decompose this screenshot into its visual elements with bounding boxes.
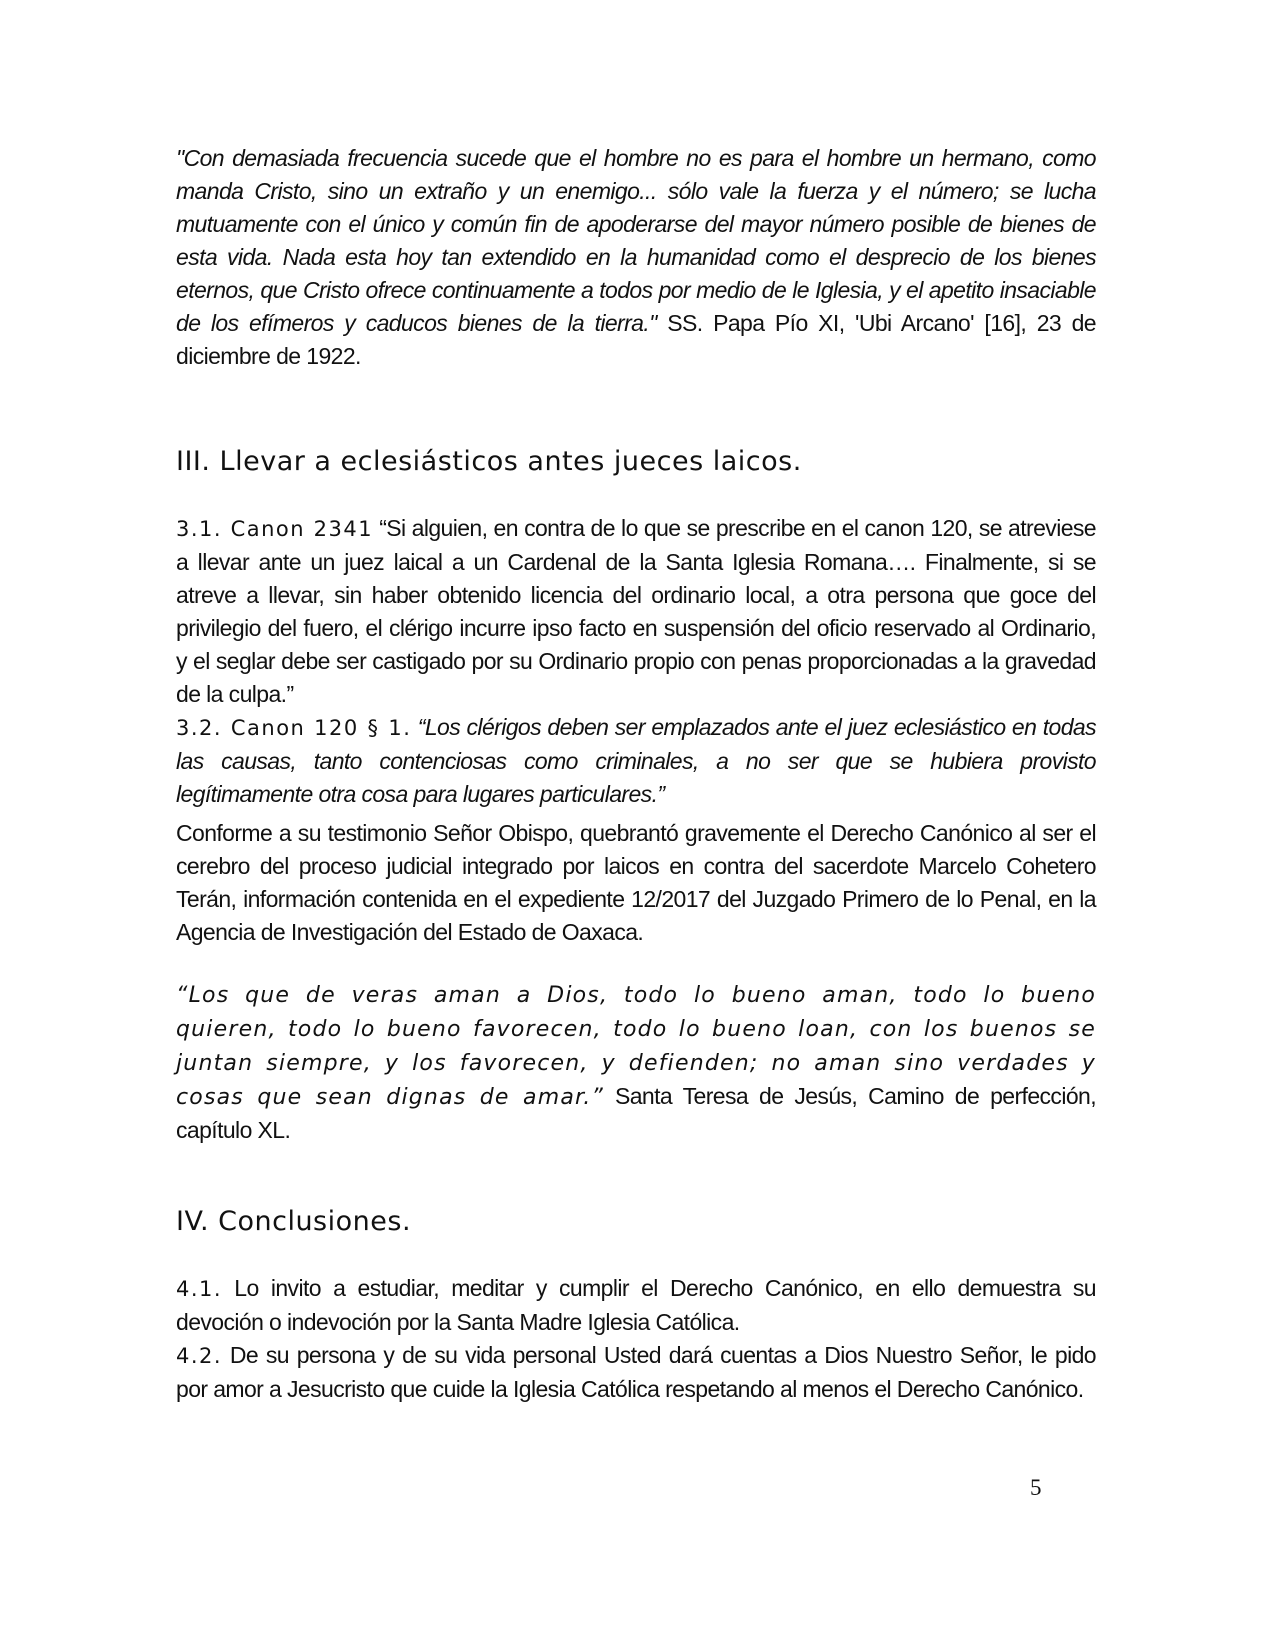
- canon-2341-label: 3.1. Canon 2341: [176, 517, 374, 541]
- canon-120-label: 3.2. Canon 120 § 1.: [176, 716, 412, 740]
- pius-xi-citation: SS. Papa Pío XI, 'Ubi Arcano' [16], 23 de diciembre de 1922.: [176, 310, 1097, 369]
- section-3-heading: III. Llevar a eclesiásticos antes jueces laicos.: [176, 446, 802, 477]
- section-3-items: [176, 512, 1096, 811]
- conclusion-2-label: 4.2.: [176, 1344, 223, 1368]
- teresa-quote-paragraph: [176, 978, 1096, 1147]
- conclusion-2-text: De su persona y de su vida personal Usted dará cuentas a Dios Nuestro Señor, le pido por amor a Jesucristo que cuide la Iglesia Católica respetando al menos el Derecho Canónico.: [176, 1342, 1096, 1402]
- section-4-items: [176, 1272, 1096, 1406]
- section-4-heading: IV. Conclusiones.: [176, 1206, 412, 1237]
- teresa-citation: Santa Teresa de Jesús, Camino de perfección, capítulo XL.: [176, 1083, 1096, 1143]
- teresa-quote: “Los que de veras aman a Dios, todo lo bueno aman, todo lo bueno quieren, todo lo bueno favorecen, todo lo bueno loan, con los buenos se juntan siempre, y los favorecen, y defienden; no aman sino verdades y cosas que sean dignas de amar.”: [176, 983, 1096, 1110]
- testimony-paragraph: Conforme a su testimonio Señor Obispo, quebrantó gravemente el Derecho Canónico al ser el cerebro del proceso judicial integrado por laicos en contra del sacerdote Marcelo Cohetero Terán, información contenida en el expediente 12/2017 del Juzgado Primero de lo Penal, en la Agencia de Investigación del Estado de Oaxaca.: [176, 820, 1096, 945]
- conclusion-1-label: 4.1.: [176, 1277, 223, 1301]
- canon-2341-text: “Si alguien, en contra de lo que se prescribe en el canon 120, se atreviese a llevar ante un juez laical a un Cardenal de la Santa Iglesia Romana…. Finalmente, si se atreve a llevar, sin haber obtenido licencia del ordinario local, a otra persona que goce del privilegio del fuero, el clérigo incurre ipso facto en suspensión del oficio reservado al Ordinario, y el seglar debe ser castigado por su Ordinario propio con penas proporcionadas a la gravedad de la culpa.”: [176, 515, 1096, 707]
- canon-120-text: “Los clérigos deben ser emplazados ante el juez eclesiástico en todas las causas, tanto contenciosas como criminales, a no ser que se hubiera provisto legítimamente otra cosa para lugares particulares.”: [176, 714, 1096, 807]
- pius-xi-quote-paragraph: [176, 142, 1096, 373]
- page-number: 5: [1030, 1475, 1042, 1500]
- pius-xi-quote: "Con demasiada frecuencia sucede que el hombre no es para el hombre un hermano, como manda Cristo, sino un extraño y un enemigo... sólo vale la fuerza y el número; se lucha mutuamente con el único y común fin de apoderarse del mayor número posible de bienes de esta vida. Nada esta hoy tan extendido en la humanidad como el desprecio de los bienes eternos, que Cristo ofrece continuamente a todos por medio de le Iglesia, y el apetito insaciable de los efímeros y caducos bienes de la tierra.": [176, 145, 1096, 336]
- conclusion-1-text: Lo invito a estudiar, meditar y cumplir el Derecho Canónico, en ello demuestra su devoción o indevoción por la Santa Madre Iglesia Católica.: [176, 1275, 1096, 1335]
